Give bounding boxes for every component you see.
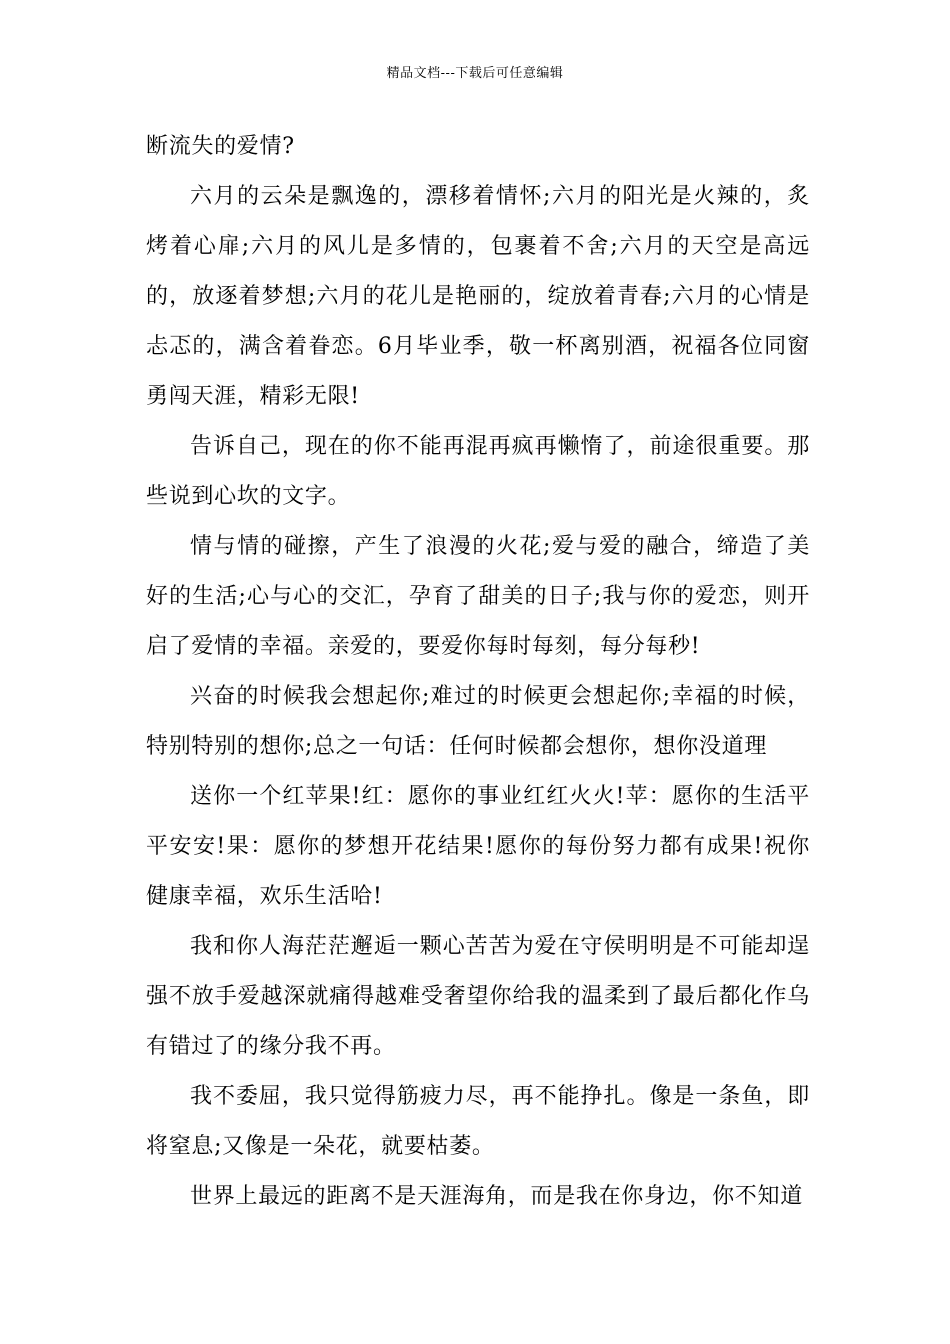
paragraph-miss-you: 兴奋的时候我会想起你;难过的时候更会想起你;幸福的时候，特别特别的想你;总之一句话：任何时候都会想你，想你没道理 (146, 684, 810, 759)
document-body (146, 122, 810, 1222)
page-header: 精品文档---下载后可任意编辑 (386, 66, 564, 81)
paragraph-red-apple: 送你一个红苹果!红：愿你的事业红红火火!苹：愿你的生活平平安安!果：愿你的梦想开花结果!愿你的每份努力都有成果!祝你健康幸福，欢乐生活哈! (146, 784, 810, 909)
paragraph-tell-yourself: 告诉自己，现在的你不能再混再疯再懒惰了，前途很重要。那些说到心坎的文字。 (146, 434, 810, 509)
paragraph-lyrics: 我和你人海茫茫邂逅一颗心苦苦为爱在守侯明明是不可能却逞强不放手爱越深就痛得越难受奢望你给我的温柔到了最后都化作乌有错过了的缘分我不再。 (146, 934, 810, 1059)
paragraph-june: 六月的云朵是飘逸的，漂移着情怀;六月的阳光是火辣的，炙烤着心扉;六月的风儿是多情的，包裹着不舍;六月的天空是高远的，放逐着梦想;六月的花儿是艳丽的，绽放着青春;六月的心情是忐忑的，满含着眷恋。6月毕业季，敬一杯离别酒，祝福各位同窗勇闯天涯，精彩无限! (146, 184, 810, 409)
paragraph-love: 情与情的碰擦，产生了浪漫的火花;爱与爱的融合，缔造了美好的生活;心与心的交汇，孕育了甜美的日子;我与你的爱恋，则开启了爱情的幸福。亲爱的，要爱你每时每刻，每分每秒! (146, 534, 810, 659)
paragraph-farthest-distance: 世界上最远的距离不是天涯海角，而是我在你身边，你不知道 (190, 1184, 803, 1209)
paragraph-not-wronged: 我不委屈，我只觉得筋疲力尽，再不能挣扎。像是一条鱼，即将窒息;又像是一朵花，就要枯萎。 (146, 1084, 810, 1159)
paragraph-continuation: 断流失的爱情? (146, 134, 295, 159)
